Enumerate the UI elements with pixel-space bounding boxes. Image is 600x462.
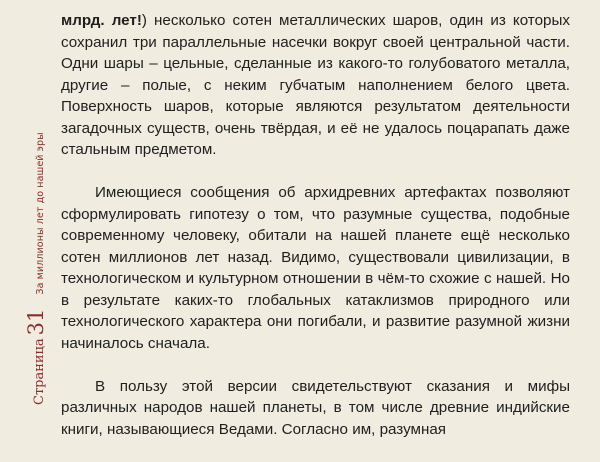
paragraph-2: Имеющиеся сообщения об архидревних артефактах позволяют сформулировать гипотезу о том, что разумные существа, подобные современному человеку, обитали на нашей планете ещё несколько сотен миллионов лет назад. Видимо, существовали цивилизации, в технологическом и культурном отношении в чём-то схожие с нашей. Но в результате каких-то глобальных катаклизмов природного или технологического характера они погибали, и развитие разумной жизни начиналось сначала. — [61, 184, 570, 352]
book-title: За миллионы лет до нашей эры — [35, 132, 46, 295]
page-number: 31 — [24, 308, 48, 336]
page-sidebar — [0, 0, 48, 422]
paragraph-1-text: ) несколько сотен металлических шаров, один из которых сохранил три параллельные насечки вокруг своей центральной части. Одни шары – цельные, сделанные из какого-то голубоватого металла, другие – полые, с неким губчатым наполнением белого цвета. Поверхность шаров, которые являются результатом деятельности загадочных существ, очень твёрдая, и её не удалось поцарапать даже стальным предметом. — [61, 12, 570, 158]
running-footer — [24, 132, 48, 405]
page-label: Страница — [32, 338, 47, 405]
paragraph-1 — [61, 10, 570, 161]
paragraph-1-bold-lead: млрд. лет! — [61, 12, 142, 29]
page-body-text — [61, 10, 570, 462]
paragraph-3: В пользу этой версии свидетельствуют сказания и мифы различных народов нашей планеты, в том числе древние индийские книги, называющиеся Ведами. Согласно им, разумная — [61, 377, 570, 438]
